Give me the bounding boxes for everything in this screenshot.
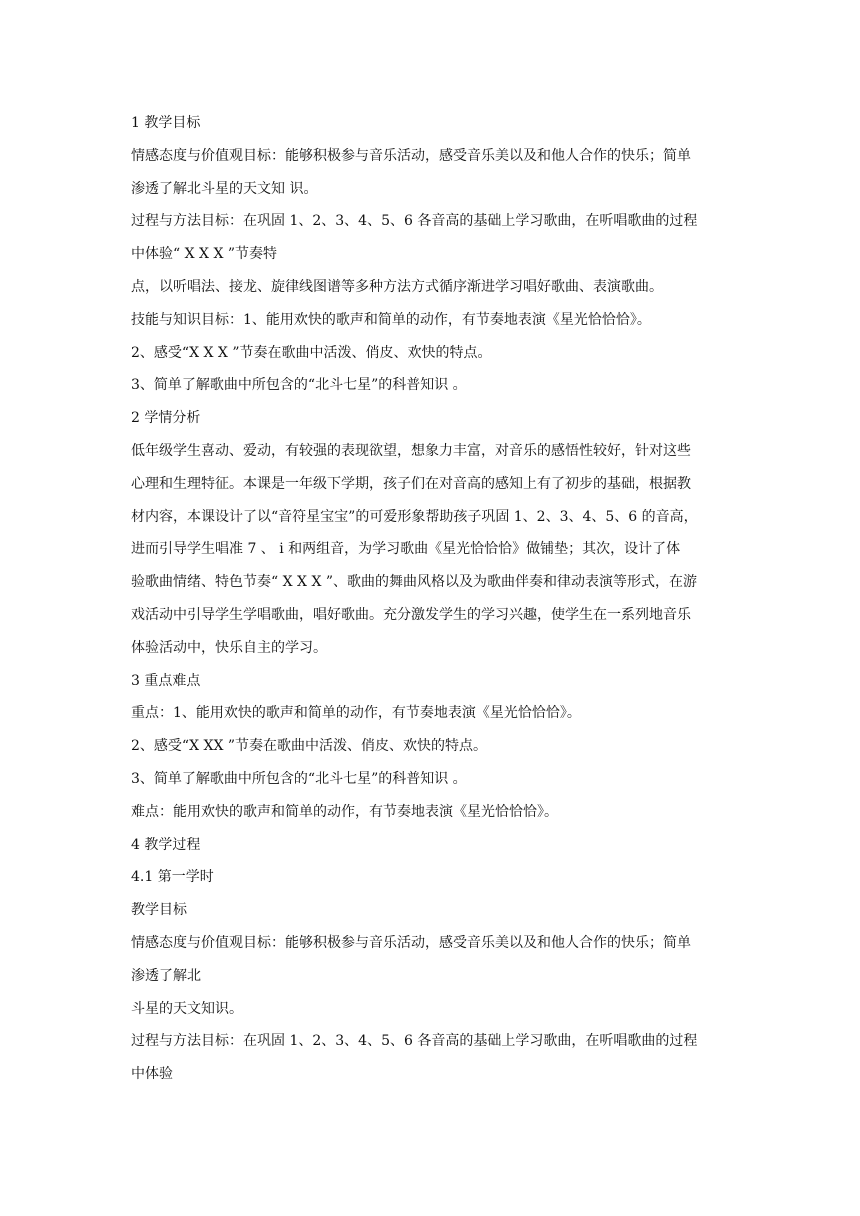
section-heading-learner-analysis: 2 学情分析	[131, 410, 201, 427]
paragraph-line: 技能与知识目标：1、能用欢快的歌声和简单的动作，有节奏地表演《星光恰恰恰》。	[131, 311, 651, 328]
paragraph-line: 斗星的天文知识。	[131, 1000, 243, 1017]
section-heading-teaching-process: 4 教学过程	[131, 836, 201, 853]
paragraph-line: 低年级学生喜动、爱动，有较强的表现欲望，想象力丰富，对音乐的感悟性较好，针对这些	[131, 442, 691, 459]
paragraph-line: 情感态度与价值观目标：能够积极参与音乐活动，感受音乐美以及和他人合作的快乐；简单	[131, 147, 691, 164]
paragraph-line: 中体验“ X X X ”节奏特	[131, 246, 278, 263]
paragraph-line: 2、感受“X X X ”节奏在歌曲中活泼、俏皮、欢快的特点。	[131, 344, 492, 361]
paragraph-line: 过程与方法目标：在巩固 1、2、3、4、5、6 各音高的基础上学习歌曲，在听唱歌曲的过程	[131, 1033, 698, 1050]
paragraph-line: 点，以听唱法、接龙、旋律线图谱等多种方法方式循序渐进学习唱好歌曲、表演歌曲。	[131, 278, 663, 295]
paragraph-line: 材内容，本课设计了以“音符星宝宝”的可爱形象帮助孩子巩固 1、2、3、4、5、6 的音高，	[131, 508, 698, 525]
paragraph-line: 体验活动中，快乐自主的学习。	[131, 639, 327, 656]
paragraph-line: 情感态度与价值观目标：能够积极参与音乐活动，感受音乐美以及和他人合作的快乐；简单	[131, 934, 691, 951]
paragraph-line: 3、简单了解歌曲中所包含的“北斗七星”的科普知识 。	[131, 377, 467, 394]
paragraph-line: 戏活动中引导学生学唱歌曲，唱好歌曲。充分激发学生的学习兴趣，使学生在一系列地音乐	[131, 606, 691, 623]
paragraph-line: 验歌曲情绪、特色节奏“ X X X ”、歌曲的舞曲风格以及为歌曲伴奏和律动表演等形式，在游	[131, 574, 698, 591]
paragraph-line: 进而引导学生唱准 7 、 i 和两组音，为学习歌曲《星光恰恰恰》做铺垫；其次，设计了体	[131, 541, 681, 558]
paragraph-line: 3、简单了解歌曲中所包含的“北斗七星”的科普知识 。	[131, 770, 467, 787]
subsection-heading-first-lesson: 4.1 第一学时	[131, 869, 214, 886]
paragraph-line: 过程与方法目标：在巩固 1、2、3、4、5、6 各音高的基础上学习歌曲，在听唱歌曲的过程	[131, 213, 698, 230]
paragraph-line: 渗透了解北斗星的天文知 识。	[131, 180, 318, 197]
paragraph-line: 中体验	[131, 1066, 173, 1083]
paragraph-line: 2、感受“X XX ”节奏在歌曲中活泼、俏皮、欢快的特点。	[131, 738, 488, 755]
section-heading-key-points: 3 重点难点	[131, 672, 201, 689]
paragraph-line: 渗透了解北	[131, 967, 201, 984]
section-heading-teaching-goals: 1 教学目标	[131, 115, 201, 131]
paragraph-line: 难点：能用欢快的歌声和简单的动作，有节奏地表演《星光恰恰恰》。	[131, 803, 558, 820]
paragraph-line: 心理和生理特征。本课是一年级下学期，孩子们在对音高的感知上有了初步的基础，根据教	[131, 475, 691, 492]
subheading-teaching-goals: 教学目标	[131, 902, 187, 919]
paragraph-line: 重点：1、能用欢快的歌声和简单的动作，有节奏地表演《星光恰恰恰》。	[131, 705, 581, 722]
document-body	[131, 111, 743, 1095]
